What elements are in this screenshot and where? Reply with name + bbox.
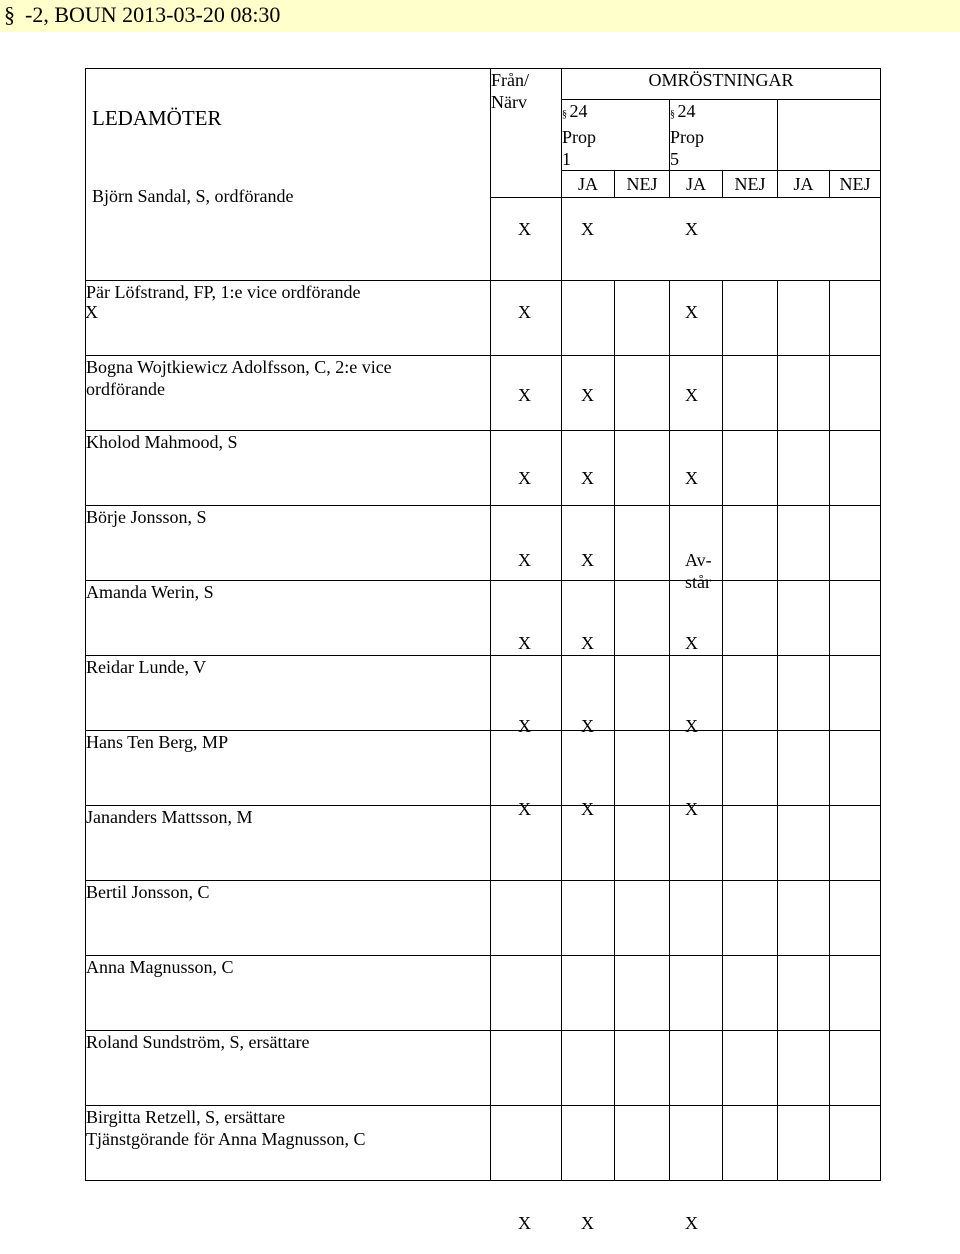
vote-cell bbox=[830, 431, 881, 506]
vote-cell bbox=[723, 431, 778, 506]
member-name: Anna Magnusson, C bbox=[86, 957, 234, 977]
vote-cell bbox=[723, 731, 778, 806]
vote-mark: X bbox=[685, 219, 698, 239]
prop-text: Prop bbox=[562, 127, 597, 147]
table-row bbox=[86, 731, 881, 806]
vote-cell bbox=[778, 806, 830, 881]
vote-cell bbox=[670, 881, 723, 956]
vote-cell bbox=[615, 656, 670, 731]
prop-line bbox=[670, 100, 777, 126]
vote-cell bbox=[830, 1106, 881, 1181]
document-banner bbox=[0, 0, 960, 32]
vote-cell bbox=[562, 1031, 615, 1106]
table-row bbox=[86, 806, 881, 881]
vote-mark: X bbox=[581, 384, 594, 405]
from-cell bbox=[491, 731, 562, 806]
vote-cell bbox=[830, 956, 881, 1031]
member-name: Birgitta Retzell, S, ersättare bbox=[86, 1107, 286, 1127]
vote-cell bbox=[615, 881, 670, 956]
member-name: Börje Jonsson, S bbox=[86, 507, 207, 527]
vote-mark: X bbox=[518, 550, 531, 571]
member-name: Amanda Werin, S bbox=[86, 582, 214, 602]
vote-mark: X bbox=[685, 384, 698, 405]
member-name-cell bbox=[86, 431, 491, 506]
header-row bbox=[86, 69, 881, 100]
vote-cell bbox=[830, 1031, 881, 1106]
member-name-cell bbox=[86, 881, 491, 956]
vote-cell bbox=[778, 881, 830, 956]
vote-cell bbox=[562, 881, 615, 956]
section-sign-icon: § bbox=[4, 2, 15, 27]
vote-cell bbox=[615, 356, 670, 431]
member-name-cell bbox=[86, 506, 491, 581]
member-name: Jananders Mattsson, M bbox=[86, 807, 253, 827]
from-header-line: Närv bbox=[491, 92, 527, 112]
member-name: Björn Sandal, S, ordförande bbox=[92, 186, 294, 206]
table-row bbox=[86, 881, 881, 956]
from-cell bbox=[491, 881, 562, 956]
table-row bbox=[86, 656, 881, 731]
vote-mark: X bbox=[581, 467, 594, 488]
from-cell bbox=[491, 956, 562, 1031]
section-sign-icon: § bbox=[670, 109, 678, 120]
prop-line bbox=[670, 126, 777, 148]
table-row bbox=[86, 431, 881, 506]
prop-line bbox=[562, 100, 669, 126]
prop-header bbox=[562, 100, 670, 171]
vote-cell bbox=[723, 581, 778, 656]
member-name-cell bbox=[86, 281, 491, 356]
vote-cell bbox=[830, 281, 881, 356]
prop-line bbox=[562, 148, 669, 170]
vote-cell bbox=[778, 581, 830, 656]
table-row bbox=[86, 581, 881, 656]
vote-mark: X bbox=[581, 716, 594, 736]
vote-cell bbox=[778, 506, 830, 581]
member-name-cell bbox=[86, 356, 491, 431]
vote-cell bbox=[723, 806, 778, 881]
member-name: Reidar Lunde, V bbox=[86, 657, 207, 677]
vote-subheader: NEJ bbox=[723, 171, 778, 198]
member-name-cell bbox=[86, 1031, 491, 1106]
from-cell bbox=[491, 1106, 562, 1181]
vote-cell bbox=[830, 506, 881, 581]
from-header-line: Från/ bbox=[491, 70, 529, 90]
vote-mark: X bbox=[685, 716, 698, 736]
vote-cell bbox=[778, 731, 830, 806]
vote-cell bbox=[615, 1031, 670, 1106]
member-name: Bogna Wojtkiewicz Adolfsson, C, 2:e vice bbox=[86, 357, 392, 377]
table-row bbox=[86, 356, 881, 431]
header-first-cell bbox=[86, 69, 491, 281]
vote-cell bbox=[723, 506, 778, 581]
prop-text: 1 bbox=[562, 149, 571, 169]
prop-text: 24 bbox=[569, 101, 588, 121]
member-name: Kholod Mahmood, S bbox=[86, 432, 238, 452]
member-name: Tjänstgörande för Anna Magnusson, C bbox=[86, 1129, 366, 1149]
prop-text: Prop bbox=[670, 127, 705, 147]
member-name: Roland Sundström, S, ersättare bbox=[86, 1032, 310, 1052]
table-row bbox=[86, 281, 881, 356]
prop-text: 24 bbox=[677, 101, 696, 121]
member-name-cell bbox=[86, 806, 491, 881]
votes-cell bbox=[562, 198, 881, 281]
vote-mark: X bbox=[581, 219, 594, 239]
votes-header: OMRÖSTNINGAR bbox=[562, 69, 881, 100]
vote-mark: X bbox=[518, 467, 531, 488]
vote-cell bbox=[615, 731, 670, 806]
table-title: LEDAMÖTER bbox=[92, 106, 222, 130]
vote-subheader: JA bbox=[670, 171, 723, 198]
prop-header bbox=[778, 100, 881, 171]
from-cell bbox=[491, 1031, 562, 1106]
vote-cell bbox=[778, 1106, 830, 1181]
vote-cell bbox=[670, 731, 723, 806]
vote-cell bbox=[778, 356, 830, 431]
vote-cell bbox=[562, 1106, 615, 1181]
vote-cell bbox=[723, 1031, 778, 1106]
vote-cell bbox=[830, 656, 881, 731]
prop-text: 5 bbox=[670, 149, 679, 169]
prop-header bbox=[670, 100, 778, 171]
prop-line bbox=[670, 148, 777, 170]
member-name: Pär Löfstrand, FP, 1:e vice ordförande bbox=[86, 282, 361, 302]
vote-cell bbox=[778, 656, 830, 731]
table-row bbox=[86, 1031, 881, 1106]
vote-cell bbox=[723, 881, 778, 956]
vote-subheader: JA bbox=[778, 171, 830, 198]
vote-cell bbox=[615, 581, 670, 656]
vote-cell bbox=[615, 1106, 670, 1181]
vote-cell bbox=[830, 806, 881, 881]
vote-mark: X bbox=[518, 633, 531, 654]
vote-mark: X bbox=[518, 219, 531, 239]
vote-mark: X bbox=[581, 633, 594, 654]
vote-mark: X bbox=[685, 467, 698, 488]
vote-mark: X bbox=[685, 633, 698, 654]
table-row bbox=[86, 956, 881, 1031]
member-name: ordförande bbox=[86, 379, 165, 399]
member-name-cell bbox=[86, 1106, 491, 1181]
vote-mark: X bbox=[581, 550, 594, 571]
vote-cell bbox=[778, 281, 830, 356]
vote-cell bbox=[562, 956, 615, 1031]
vote-cell bbox=[615, 956, 670, 1031]
vote-cell bbox=[670, 1106, 723, 1181]
vote-cell bbox=[562, 281, 615, 356]
vote-mark: X bbox=[685, 1212, 698, 1233]
table-row bbox=[86, 506, 881, 581]
member-name-cell bbox=[86, 731, 491, 806]
member-name-cell bbox=[86, 956, 491, 1031]
vote-cell bbox=[830, 356, 881, 431]
vote-mark: X bbox=[518, 716, 531, 736]
vote-cell bbox=[778, 431, 830, 506]
vote-cell bbox=[830, 731, 881, 806]
vote-subheader: NEJ bbox=[615, 171, 670, 198]
vote-cell bbox=[830, 881, 881, 956]
vote-cell bbox=[562, 731, 615, 806]
vote-mark: Av- står bbox=[685, 550, 712, 593]
vote-cell bbox=[723, 356, 778, 431]
vote-cell bbox=[670, 956, 723, 1031]
vote-subheader: JA bbox=[562, 171, 615, 198]
vote-mark: X bbox=[85, 302, 98, 322]
vote-mark: X bbox=[518, 384, 531, 405]
member-name: Bertil Jonsson, C bbox=[86, 882, 210, 902]
vote-mark: X bbox=[685, 302, 698, 322]
prop-line bbox=[562, 126, 669, 148]
vote-cell bbox=[778, 956, 830, 1031]
vote-table bbox=[85, 68, 881, 1181]
vote-cell bbox=[830, 581, 881, 656]
vote-cell bbox=[615, 806, 670, 881]
vote-mark: X bbox=[685, 798, 698, 819]
member-name: Hans Ten Berg, MP bbox=[86, 732, 229, 752]
banner-label: -2, BOUN 2013-03-20 08:30 bbox=[25, 2, 281, 27]
vote-cell bbox=[670, 1031, 723, 1106]
member-name-cell bbox=[86, 581, 491, 656]
vote-cell bbox=[615, 281, 670, 356]
vote-subheader: NEJ bbox=[830, 171, 881, 198]
vote-mark: X bbox=[518, 302, 531, 322]
vote-cell bbox=[615, 506, 670, 581]
vote-mark: X bbox=[581, 1212, 594, 1233]
vote-cell bbox=[723, 656, 778, 731]
member-name-cell bbox=[86, 656, 491, 731]
vote-mark: X bbox=[518, 798, 531, 819]
vote-mark: X bbox=[581, 798, 594, 819]
vote-cell bbox=[723, 281, 778, 356]
vote-cell bbox=[615, 431, 670, 506]
section-sign-icon: § bbox=[562, 109, 570, 120]
banner-text bbox=[4, 0, 280, 32]
vote-mark: X bbox=[518, 1212, 531, 1233]
vote-cell bbox=[778, 1031, 830, 1106]
vote-cell bbox=[723, 956, 778, 1031]
from-present-header bbox=[491, 69, 562, 198]
vote-cell bbox=[723, 1106, 778, 1181]
table-row bbox=[86, 1106, 881, 1181]
